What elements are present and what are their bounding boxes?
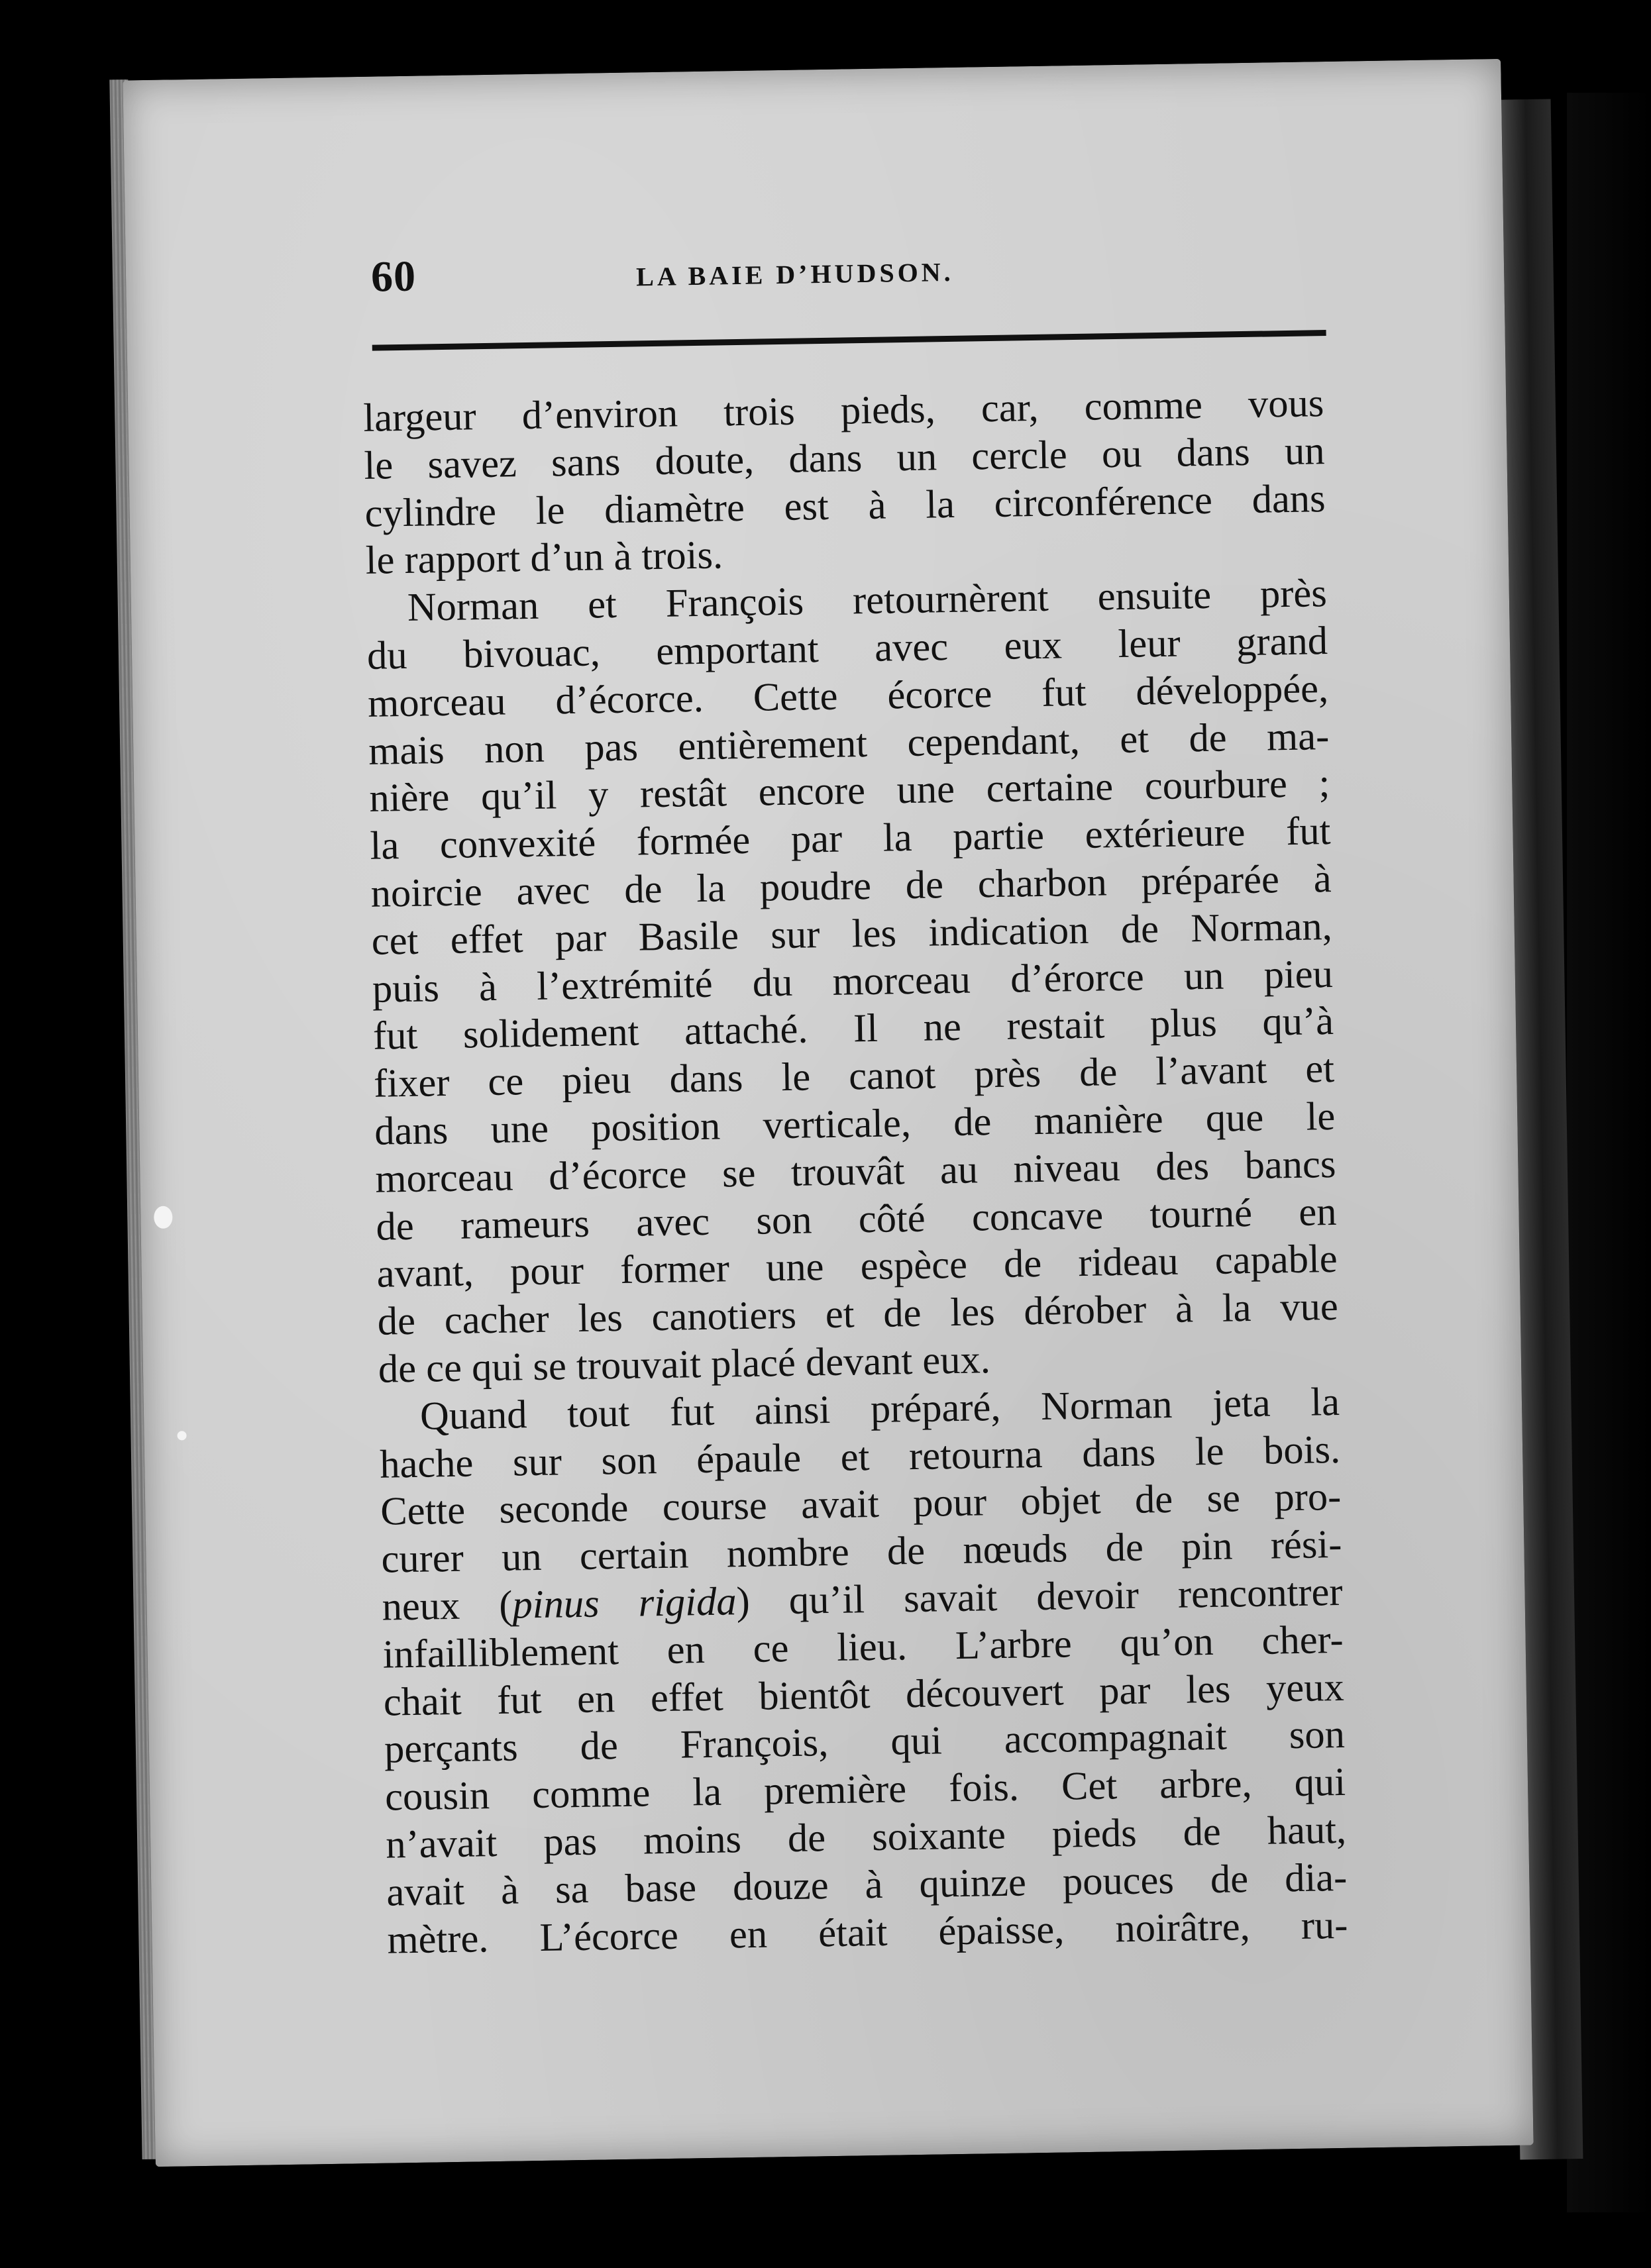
text-line: nière qu’il y restât encore une certaine courbure ;: [368, 761, 1330, 821]
header-rule: [372, 330, 1326, 351]
text-line: largeur d’environ trois pieds, car, comme vous: [362, 381, 1324, 440]
running-title: LA BAIE D’HUDSON.: [635, 256, 954, 292]
body-text: [363, 380, 1348, 1964]
text-line: cylindre le diamètre est à la circonférence dans: [364, 476, 1326, 536]
text-fragment: ) qu’il savait devoir rencontrer: [736, 1569, 1343, 1624]
scan-border: [1567, 93, 1651, 2212]
page-header: [371, 237, 1326, 312]
text-line: morceau d’écorce. Cette écorce fut développée,: [367, 666, 1329, 726]
latin-term: pinus rigida: [511, 1579, 737, 1627]
text-line: noircie avec de la poudre de charbon préparée à: [370, 856, 1332, 916]
scan-speck: [154, 1206, 173, 1229]
text-line: avant, pour former une espèce de rideau capable: [376, 1237, 1338, 1297]
text-line: de cacher les canotiers et de les dérober à la vue: [377, 1284, 1339, 1344]
text-line: morceau d’écorce se trouvât au niveau des bancs: [374, 1141, 1336, 1202]
text-line: le savez sans doute, dans un cercle ou dans un: [364, 428, 1325, 488]
text-line: de rameurs avec son côté concave tourné en: [376, 1189, 1337, 1249]
text-fragment: neux (: [382, 1582, 513, 1629]
text-line: Norman et François retournèrent ensuite près: [407, 571, 1328, 631]
text-line: cet effet par Basile sur les indication de Norman,: [371, 903, 1333, 964]
text-line: infailliblement en ce lieu. L’arbre qu’on cher-: [382, 1617, 1344, 1677]
text-line: la convexité formée par la partie extérieure fut: [370, 809, 1331, 868]
text-line: le rapport d’un à trois.: [365, 533, 723, 584]
text-line: cousin comme la première fois. Cet arbre, qui: [384, 1759, 1346, 1820]
text-line: n’avait pas moins de soixante pieds de haut,: [385, 1807, 1347, 1867]
text-line: puis à l’extrémité du morceau d’érorce un pieu: [372, 951, 1334, 1011]
paragraph: [379, 1378, 1348, 1964]
book-page: [123, 59, 1533, 2167]
page-content: [123, 59, 1533, 2167]
text-line: fixer ce pieu dans le canot près de l’avant et: [373, 1047, 1335, 1106]
text-line: Cette seconde course avait pour objet de se pro-: [380, 1474, 1342, 1535]
text-line: chait fut en effet bientôt découvert par les yeux: [383, 1665, 1345, 1725]
text-line: hache sur son épaule et retourna dans le bois.: [379, 1427, 1341, 1487]
text-line: Quand tout fut ainsi préparé, Norman jeta la: [419, 1379, 1340, 1439]
text-line: perçants de François, qui accompagnait son: [384, 1712, 1346, 1772]
text-line: fut solidement attaché. Il ne restait plus qu’à: [372, 999, 1334, 1059]
scan-speck: [177, 1431, 186, 1440]
text-line: de ce qui se trouvait placé devant eux.: [378, 1337, 991, 1392]
text-line: mètre. L’écorce en était épaisse, noirâtre, ru-: [387, 1902, 1348, 1963]
text-line: avait à sa base douze à quinze pouces de dia-: [386, 1855, 1348, 1915]
paragraph: [366, 570, 1339, 1393]
text-line: mais non pas entièrement cependant, et de ma-: [368, 713, 1330, 774]
text-line: dans une position verticale, de manière que le: [374, 1094, 1336, 1154]
page-number: 60: [370, 252, 417, 301]
text-line: curer un certain nombre de nœuds de pin rési-: [380, 1522, 1342, 1582]
text-line: du bivouac, emportant avec eux leur grand: [366, 619, 1328, 678]
paragraph: [363, 380, 1326, 585]
